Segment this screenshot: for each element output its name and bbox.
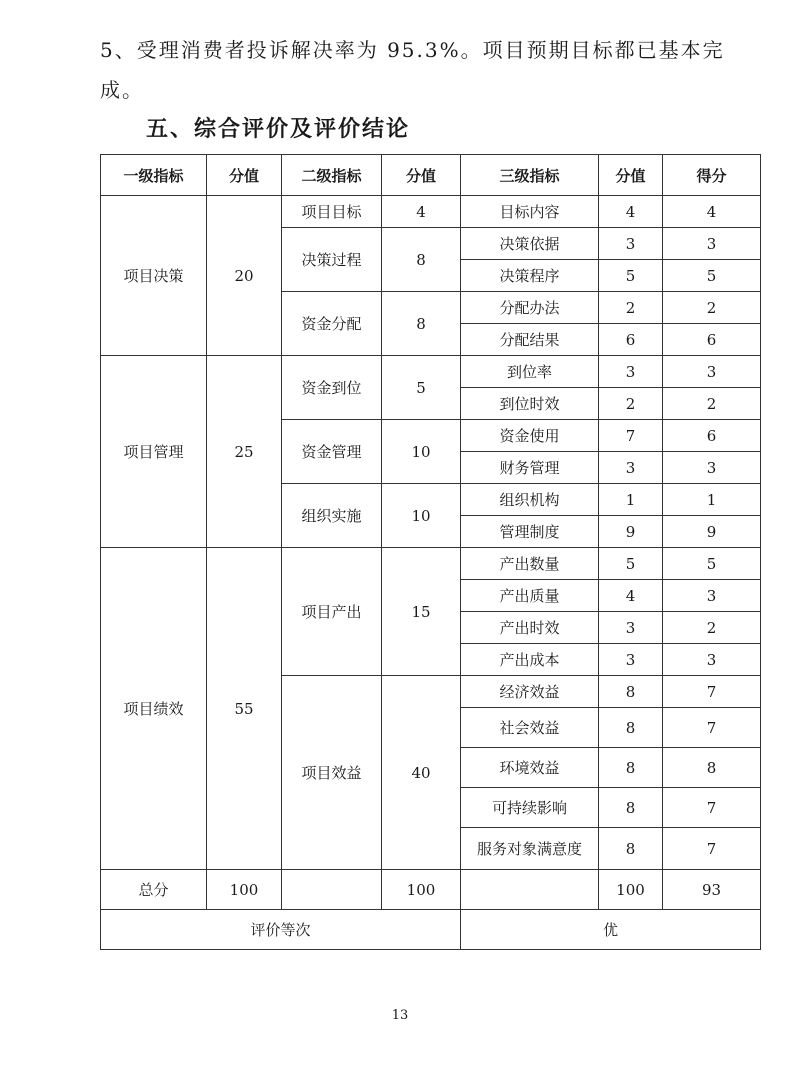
level3-score: 3 [599,356,663,388]
level3-score: 5 [599,548,663,580]
level2-score: 8 [382,292,461,356]
level3-name: 产出质量 [461,580,599,612]
level3-got: 2 [663,612,761,644]
level3-name: 管理制度 [461,516,599,548]
level3-name: 服务对象满意度 [461,828,599,870]
level3-score: 3 [599,644,663,676]
level3-score: 3 [599,452,663,484]
level3-score: 7 [599,420,663,452]
header-level1: 一级指标 [101,155,207,196]
level3-name: 产出成本 [461,644,599,676]
grade-value: 优 [461,910,761,950]
level3-score: 8 [599,828,663,870]
total-level2-empty [282,870,382,910]
level3-name: 到位率 [461,356,599,388]
table-row [101,196,761,228]
level1-score: 25 [207,356,282,548]
level2-name: 项目产出 [282,548,382,676]
level3-name: 社会效益 [461,708,599,748]
table-header-row [101,155,761,196]
level2-score: 4 [382,196,461,228]
level3-score: 2 [599,292,663,324]
level3-name: 分配办法 [461,292,599,324]
level2-score: 10 [382,484,461,548]
level3-name: 组织机构 [461,484,599,516]
level3-got: 7 [663,708,761,748]
level3-score: 8 [599,676,663,708]
evaluation-table [100,154,761,950]
level3-name: 财务管理 [461,452,599,484]
level3-name: 经济效益 [461,676,599,708]
total-level2-score: 100 [382,870,461,910]
level3-name: 决策程序 [461,260,599,292]
level1-score: 55 [207,548,282,870]
grade-row [101,910,761,950]
total-got: 93 [663,870,761,910]
level3-got: 3 [663,580,761,612]
level3-score: 8 [599,748,663,788]
level1-name: 项目决策 [101,196,207,356]
level3-name: 分配结果 [461,324,599,356]
table-row [101,356,761,388]
level3-score: 4 [599,196,663,228]
header-score3: 分值 [599,155,663,196]
level3-got: 8 [663,748,761,788]
total-label: 总分 [101,870,207,910]
level2-name: 资金分配 [282,292,382,356]
level3-got: 6 [663,420,761,452]
level1-score: 20 [207,196,282,356]
level3-got: 2 [663,292,761,324]
level2-name: 资金到位 [282,356,382,420]
total-level1-score: 100 [207,870,282,910]
level2-score: 15 [382,548,461,676]
level3-got: 7 [663,788,761,828]
level2-score: 10 [382,420,461,484]
level3-name: 可持续影响 [461,788,599,828]
level3-got: 5 [663,260,761,292]
level3-name: 产出时效 [461,612,599,644]
header-level3: 三级指标 [461,155,599,196]
level3-score: 1 [599,484,663,516]
level3-got: 7 [663,676,761,708]
level1-name: 项目管理 [101,356,207,548]
header-level2: 二级指标 [282,155,382,196]
level3-got: 4 [663,196,761,228]
level3-score: 9 [599,516,663,548]
level2-name: 项目效益 [282,676,382,870]
level2-name: 组织实施 [282,484,382,548]
level2-name: 资金管理 [282,420,382,484]
level3-score: 2 [599,388,663,420]
level3-got: 1 [663,484,761,516]
table-row [101,548,761,580]
level3-got: 3 [663,228,761,260]
level2-score: 5 [382,356,461,420]
level3-name: 产出数量 [461,548,599,580]
grade-label: 评价等次 [101,910,461,950]
level3-got: 2 [663,388,761,420]
level3-score: 8 [599,788,663,828]
level3-score: 3 [599,612,663,644]
level3-score: 4 [599,580,663,612]
header-score1: 分值 [207,155,282,196]
level3-score: 8 [599,708,663,748]
level3-name: 资金使用 [461,420,599,452]
level3-score: 3 [599,228,663,260]
total-level3-score: 100 [599,870,663,910]
level3-got: 3 [663,644,761,676]
section-title: 五、综合评价及评价结论 [146,117,411,142]
total-row [101,870,761,910]
level3-name: 决策依据 [461,228,599,260]
level3-score: 6 [599,324,663,356]
level1-name: 项目绩效 [101,548,207,870]
level3-got: 3 [663,452,761,484]
level3-name: 到位时效 [461,388,599,420]
level3-got: 3 [663,356,761,388]
total-level3-empty [461,870,599,910]
level3-got: 7 [663,828,761,870]
level3-name: 环境效益 [461,748,599,788]
level3-name: 目标内容 [461,196,599,228]
intro-line-1: 5、受理消费者投诉解决率为 95.3%。项目预期目标都已基本完 [100,38,725,62]
level3-got: 6 [663,324,761,356]
level3-got: 5 [663,548,761,580]
level2-name: 项目目标 [282,196,382,228]
header-got: 得分 [663,155,761,196]
level3-score: 5 [599,260,663,292]
level2-score: 40 [382,676,461,870]
level2-name: 决策过程 [282,228,382,292]
level2-score: 8 [382,228,461,292]
header-score2: 分值 [382,155,461,196]
page-number: 13 [391,1008,409,1023]
level3-got: 9 [663,516,761,548]
intro-line-2: 成。 [100,78,144,102]
